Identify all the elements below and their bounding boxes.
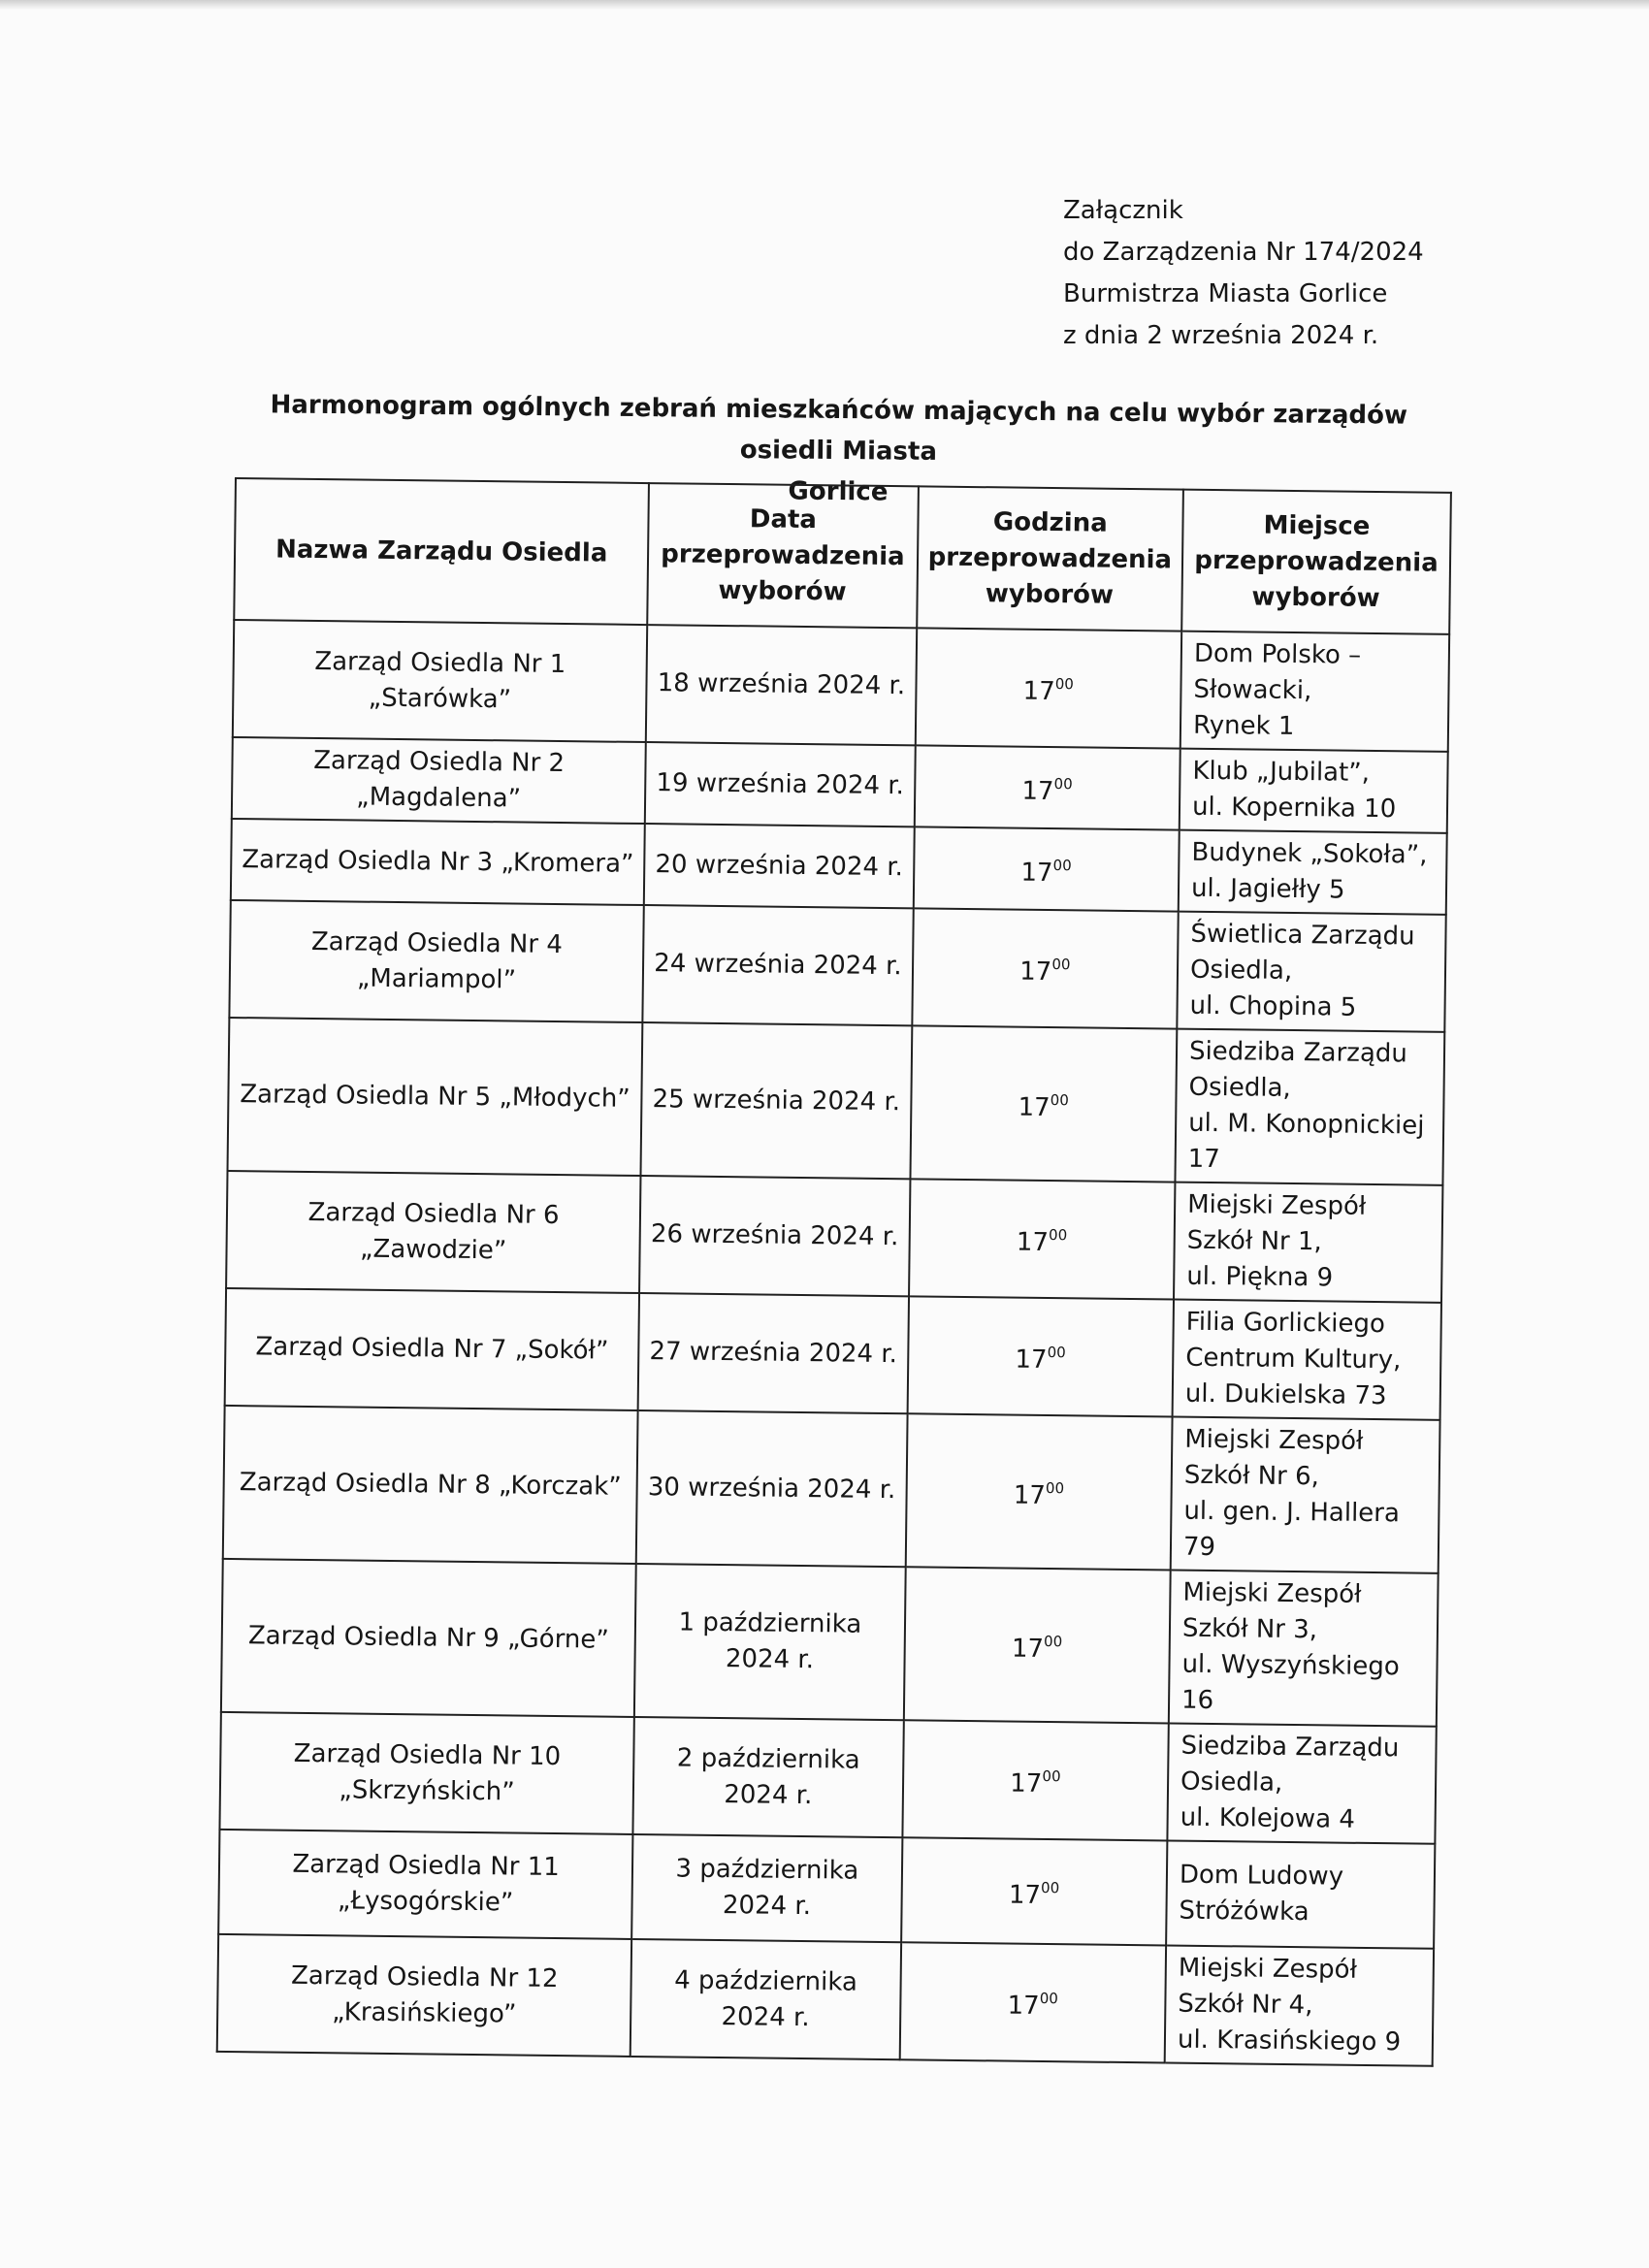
estate-board-name-line: Zarząd Osiedla Nr 12 (290, 1960, 559, 1993)
election-date (638, 1293, 909, 1413)
election-place (1169, 1571, 1439, 1727)
election-date (634, 1564, 905, 1720)
election-date-line: 30 września 2024 r. (647, 1472, 896, 1505)
table-row (218, 1830, 1435, 1949)
election-date-line: 27 września 2024 r. (649, 1337, 898, 1370)
header-place (1181, 490, 1451, 634)
election-place (1177, 912, 1445, 1032)
election-date-line: 2 października (676, 1743, 860, 1775)
election-place-line: 17 (1187, 1144, 1220, 1175)
estate-board-name-line: Zarząd Osiedla Nr 1 (314, 646, 566, 679)
election-time-minutes: 00 (1048, 1226, 1068, 1245)
election-date (631, 1834, 902, 1942)
election-date-line: 25 września 2024 r. (652, 1084, 901, 1117)
header-date (647, 483, 918, 628)
header-time-line: przeprowadzenia (927, 541, 1173, 574)
election-place-line: ul. M. Konopnickiej (1187, 1108, 1425, 1141)
election-place-line: ul. Jagiełły 5 (1190, 873, 1345, 905)
election-place (1175, 1029, 1444, 1185)
election-time-minutes: 00 (1045, 1478, 1065, 1497)
estate-board-name (232, 737, 646, 824)
estate-board-name (233, 620, 648, 742)
election-date-line: 2024 r. (725, 1644, 815, 1675)
election-time-hour: 17 (1019, 956, 1052, 988)
election-time-minutes: 00 (1051, 956, 1071, 974)
election-date (641, 1022, 912, 1179)
estate-board-name-line: Zarząd Osiedla Nr 10 (293, 1738, 562, 1771)
table-row (229, 900, 1445, 1032)
election-time-hour: 17 (1008, 1880, 1042, 1910)
election-place (1180, 749, 1448, 833)
election-time (915, 628, 1181, 748)
election-time (914, 745, 1180, 829)
election-time (905, 1413, 1172, 1570)
election-date-line: 2024 r. (722, 1891, 812, 1922)
title-line: Gorlice (788, 476, 889, 507)
header-place-line: wyborów (1251, 581, 1380, 613)
schedule-table-container (216, 477, 1452, 2067)
election-place-line: Centrum Kultury, (1185, 1343, 1402, 1376)
election-time-minutes: 00 (1054, 675, 1075, 694)
election-time (910, 1025, 1177, 1182)
table-row (223, 1406, 1440, 1573)
election-time-minutes: 00 (1047, 1344, 1066, 1362)
election-time-hour: 17 (1010, 1768, 1043, 1798)
header-place-line: Miejsce (1263, 510, 1371, 541)
election-time-minutes: 00 (1040, 1878, 1060, 1896)
election-place (1174, 1183, 1442, 1303)
election-date (636, 1410, 907, 1567)
election-place-line: Szkół Nr 4, (1178, 1989, 1313, 2021)
estate-board-name-line: Zarząd Osiedla Nr 11 (292, 1849, 561, 1883)
election-date-line: 19 września 2024 r. (656, 767, 905, 800)
estate-board-name-line: „Łysogórskie” (337, 1886, 514, 1918)
estate-board-name-line: Zarząd Osiedla Nr 9 „Górne” (247, 1620, 610, 1655)
election-time (909, 1179, 1176, 1299)
election-date-line: 24 września 2024 r. (654, 949, 902, 982)
election-place-line: Świetlica Zarządu (1190, 919, 1415, 952)
header-time-line: Godzina (992, 506, 1108, 538)
election-time (913, 826, 1179, 911)
election-time-minutes: 00 (1042, 1766, 1061, 1786)
table-body (217, 620, 1449, 2066)
election-time-hour: 17 (1011, 1634, 1045, 1664)
header-date-line: wyborów (718, 575, 847, 606)
title-line: Harmonogram ogólnych zebrań mieszkańców mających na celu wybór zarządów osiedli Miasta (270, 390, 1408, 467)
attachment-line: z dnia 2 września 2024 r. (1063, 321, 1379, 350)
election-place-line: Osiedla, (1188, 1072, 1291, 1103)
election-place-line: ul. Chopina 5 (1189, 990, 1357, 1022)
election-date (645, 742, 915, 826)
election-date-line: 2024 r. (724, 1779, 813, 1810)
table-row (221, 1559, 1439, 1727)
election-time-hour: 17 (1007, 1991, 1040, 2021)
election-place-line: Siedziba Zarządu (1180, 1731, 1400, 1764)
election-place-line: Miejski Zespół (1184, 1424, 1364, 1456)
election-place-line: Stróżówka (1179, 1895, 1310, 1928)
election-date (644, 824, 914, 908)
election-place (1171, 1417, 1440, 1573)
header-name: Nazwa Zarządu Osiedla (234, 478, 649, 625)
estate-board-name (231, 819, 645, 905)
election-place-line: Miejski Zespół (1186, 1189, 1367, 1221)
election-time-minutes: 00 (1039, 1989, 1058, 2008)
election-place-line: Szkół Nr 6, (1183, 1460, 1320, 1492)
election-time-hour: 17 (1022, 676, 1055, 707)
election-place (1166, 1841, 1435, 1949)
attachment-line: Załącznik (1063, 196, 1183, 225)
election-place (1180, 632, 1449, 752)
election-time-hour: 17 (1020, 858, 1053, 888)
estate-board-name-line: „Mariampol” (356, 963, 517, 994)
attachment-line: Burmistrza Miasta Gorlice (1063, 279, 1388, 308)
election-place-line: Szkół Nr 3, (1181, 1613, 1318, 1645)
election-place-line: Rynek 1 (1192, 710, 1295, 741)
election-place-line: Dom Ludowy (1179, 1860, 1344, 1892)
table-row (232, 737, 1448, 833)
table-row (228, 1018, 1445, 1185)
estate-board-name-line: Zarząd Osiedla Nr 7 „Sokół” (255, 1332, 609, 1366)
election-date (630, 1939, 901, 2059)
election-place-line: 79 (1182, 1532, 1216, 1563)
estate-board-name (218, 1830, 632, 1939)
election-place-line: Klub „Jubilat”, (1192, 756, 1371, 788)
election-time-minutes: 00 (1044, 1632, 1063, 1650)
election-place-line: 16 (1180, 1685, 1214, 1716)
election-place (1173, 1300, 1441, 1420)
attachment-line: do Zarządzenia Nr 174/2024 (1063, 238, 1424, 267)
election-time-hour: 17 (1018, 1092, 1051, 1122)
attachment-note (1063, 190, 1424, 357)
election-place-line: ul. Wyszyńskiego (1181, 1649, 1400, 1682)
election-time (899, 1942, 1166, 2062)
estate-board-name-line: „Krasińskiego” (332, 1996, 517, 2029)
header-time-line: wyborów (985, 578, 1115, 610)
election-date (646, 625, 917, 745)
election-place-line: ul. Dukielska 73 (1184, 1378, 1387, 1411)
estate-board-name (223, 1406, 638, 1564)
estate-board-name (221, 1559, 636, 1717)
table-row (226, 1171, 1442, 1303)
election-time-minutes: 00 (1050, 1090, 1069, 1109)
estate-board-name-line: „Zawodzie” (359, 1234, 507, 1265)
estate-board-name (226, 1171, 641, 1293)
table-row (231, 819, 1447, 915)
election-date-line: 20 września 2024 r. (655, 849, 904, 882)
estate-board-name (225, 1288, 640, 1410)
estate-board-name-line: „Skrzyńskich” (339, 1774, 515, 1807)
election-place-line: Osiedla, (1180, 1766, 1283, 1798)
estate-board-name-line: „Starówka” (368, 683, 512, 714)
election-time-hour: 17 (1016, 1227, 1050, 1258)
table-row (225, 1288, 1441, 1420)
election-place-line: Słowacki, (1193, 674, 1312, 706)
estate-board-name (217, 1934, 632, 2057)
election-place-line: Miejski Zespół (1182, 1577, 1362, 1609)
election-date-line: 2024 r. (721, 2001, 810, 2032)
header-time (917, 486, 1183, 631)
election-place-line: Filia Gorlickiego (1185, 1307, 1386, 1340)
election-date (633, 1717, 904, 1837)
election-time-hour: 17 (1013, 1480, 1047, 1510)
election-place-line: ul. gen. J. Hallera (1183, 1496, 1401, 1529)
election-place-line: Dom Polsko – (1193, 638, 1362, 670)
table-row (233, 620, 1449, 752)
election-date-line: 18 września 2024 r. (657, 668, 906, 701)
election-place-line: ul. Kolejowa 4 (1180, 1802, 1356, 1834)
election-place-line: Miejski Zespół (1178, 1953, 1358, 1985)
estate-board-name-line: Zarząd Osiedla Nr 5 „Młodych” (240, 1079, 630, 1114)
election-place (1167, 1724, 1436, 1844)
election-date (639, 1176, 910, 1296)
estate-board-name (228, 1018, 643, 1176)
estate-board-name-line: Zarząd Osiedla Nr 8 „Korczak” (239, 1467, 622, 1502)
election-date (643, 905, 914, 1025)
estate-board-name-line: Zarząd Osiedla Nr 3 „Kromera” (242, 844, 634, 879)
election-place (1179, 830, 1447, 915)
election-place (1165, 1946, 1434, 2066)
election-place-line: Osiedla, (1189, 955, 1293, 986)
election-date-line: 26 września 2024 r. (650, 1219, 899, 1252)
election-time-hour: 17 (1015, 1345, 1048, 1376)
scan-edge (0, 0, 1649, 10)
election-time (912, 908, 1179, 1028)
schedule-table (216, 477, 1452, 2067)
election-time (907, 1296, 1174, 1416)
election-time-minutes: 00 (1053, 774, 1073, 793)
estate-board-name (219, 1712, 634, 1834)
header-place-line: przeprowadzenia (1194, 545, 1439, 578)
election-place-line: Budynek „Sokoła”, (1191, 837, 1428, 870)
header-date-line: Data (749, 503, 818, 535)
estate-board-name-line: Zarząd Osiedla Nr 2 (313, 745, 566, 779)
table-header-row (234, 478, 1451, 634)
election-date-line: 1 października (678, 1607, 862, 1639)
header-date-line: przeprowadzenia (661, 538, 905, 571)
election-date-line: 4 października (673, 1964, 858, 1997)
estate-board-name (229, 900, 644, 1022)
election-time-minutes: 00 (1052, 856, 1072, 874)
election-place-line: Szkół Nr 1, (1186, 1225, 1322, 1257)
election-place-line: Siedziba Zarządu (1188, 1036, 1408, 1069)
election-place-line: ul. Krasińskiego 9 (1177, 2025, 1402, 2057)
estate-board-name-line: Zarząd Osiedla Nr 4 (310, 926, 564, 959)
estate-board-name-line: „Magdalena” (356, 782, 522, 814)
table-row (217, 1934, 1434, 2066)
table-row (219, 1712, 1436, 1844)
election-place-line: ul. Piękna 9 (1186, 1261, 1334, 1293)
election-time (901, 1837, 1168, 1945)
election-time-hour: 17 (1021, 776, 1054, 806)
election-time (903, 1567, 1170, 1723)
election-place-line: ul. Kopernika 10 (1191, 792, 1397, 825)
election-time (902, 1720, 1169, 1840)
estate-board-name-line: Zarząd Osiedla Nr 6 (307, 1197, 560, 1230)
election-date-line: 3 października (675, 1854, 859, 1886)
